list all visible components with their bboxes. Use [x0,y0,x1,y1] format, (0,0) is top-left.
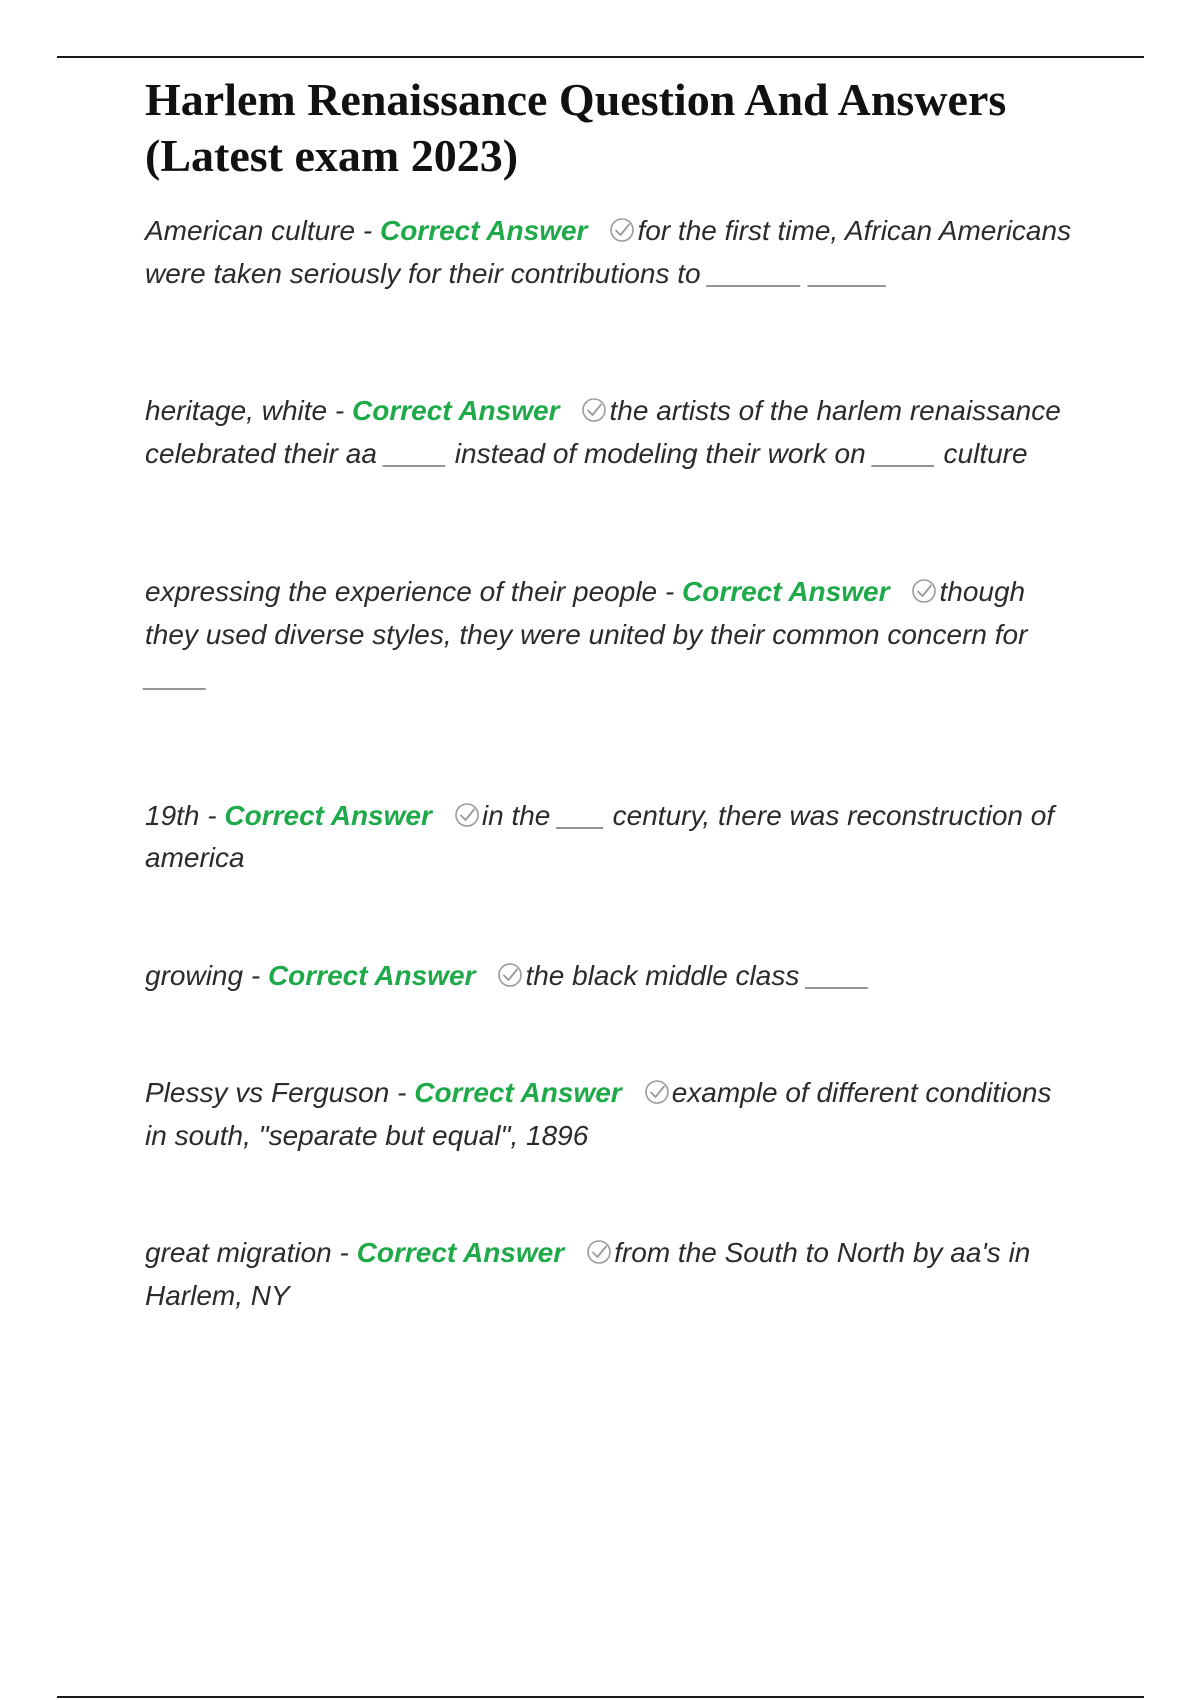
qa-term: growing [145,959,244,991]
qa-separator: - [355,215,380,246]
qa-separator: - [331,1237,357,1268]
qa-item [145,795,1075,880]
qa-term: Plessy vs Ferguson [145,1077,390,1108]
checkmark-circle-icon [644,1079,670,1105]
qa-definition: example of different conditions in south, "separate but equal", 1896 [145,1077,1052,1151]
correct-answer-label: Correct Answer [414,1077,622,1108]
qa-separator: - [327,395,352,426]
document-title: Harlem Renaissance Question And Answers (Latest exam 2023) [145,74,1007,181]
qa-term: great migration [145,1237,332,1268]
qa-term: American culture [145,215,356,246]
qa-definition: in the ___ century, there was reconstruction of america [145,799,1055,873]
qa-definition: though they used diverse styles, they were united by their common concern for ____ [145,576,1028,692]
top-rule [57,56,1144,58]
checkmark-circle-icon [454,802,480,828]
qa-separator: - [657,576,682,607]
correct-answer-label: Correct Answer [682,576,890,607]
correct-answer-label: Correct Answer [224,799,432,831]
correct-answer-label: Correct Answer [356,1237,565,1268]
correct-answer-label: Correct Answer [352,395,560,426]
qa-item [145,390,1075,475]
qa-item [145,1072,1075,1157]
qa-item [145,1232,1075,1317]
checkmark-circle-icon [586,1239,612,1265]
checkmark-circle-icon [581,397,607,423]
qa-item [145,571,1075,699]
checkmark-circle-icon [609,217,635,243]
qa-definition: from the South to North by aa's in Harlem, NY [145,1237,1031,1311]
qa-definition: the artists of the harlem renaissance celebrated their aa ____ instead of modeling their work on ____ culture [145,395,1061,469]
qa-separator: - [243,959,268,991]
qa-item [145,210,1075,295]
document-body [145,72,1075,1317]
qa-item [145,955,1075,998]
qa-separator: - [389,1077,415,1108]
qa-separator: - [199,799,225,831]
checkmark-circle-icon [497,962,523,988]
qa-definition: for the first time, African Americans were taken seriously for their contributions to ______ _____ [145,215,1072,289]
qa-definition: the black middle class ____ [525,959,870,991]
qa-term: heritage, white [145,395,328,426]
qa-term: expressing the experience of their people [145,576,658,607]
checkmark-circle-icon [911,578,937,604]
qa-term: 19th [145,799,200,831]
bottom-rule [57,1696,1144,1698]
correct-answer-label: Correct Answer [267,959,476,991]
correct-answer-label: Correct Answer [379,215,588,246]
